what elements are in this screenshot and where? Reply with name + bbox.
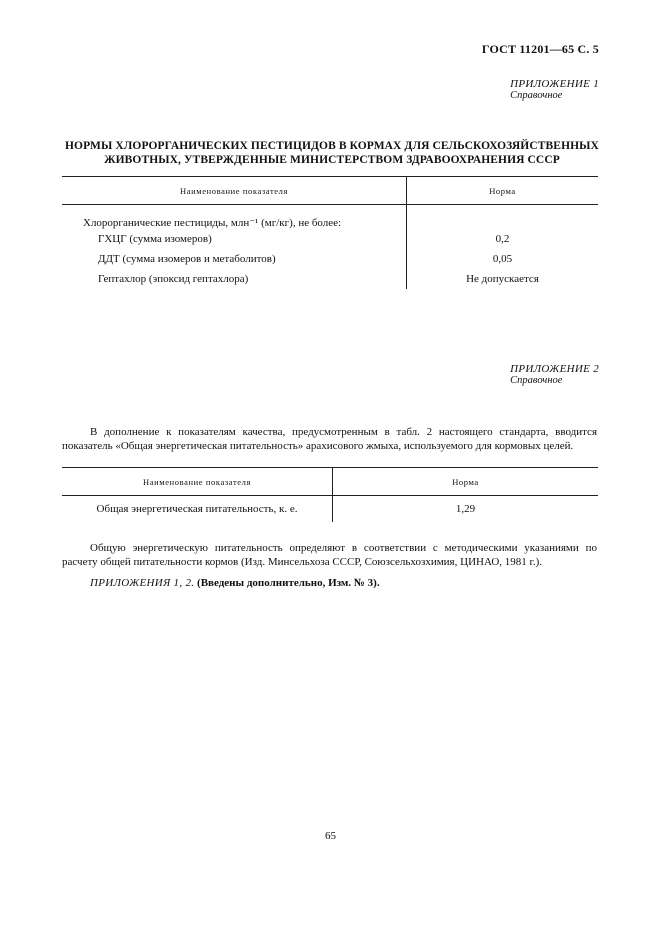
row-value: Не допускается <box>466 273 539 285</box>
appendix-1-label <box>510 78 599 102</box>
column-header-name: Наименование показателя <box>62 177 407 205</box>
row-name: ДДТ (сумма изомеров и метаболитов) <box>62 249 407 269</box>
appendix-1-subtitle: Справочное <box>510 90 563 101</box>
section-title-line-1: НОРМЫ ХЛОРОРГАНИЧЕСКИХ ПЕСТИЦИДОВ В КОРМАХ ДЛЯ СЕЛЬСКОХОЗЯЙСТВЕННЫХ <box>65 140 599 152</box>
section-title-line-2: ЖИВОТНЫХ, УТВЕРЖДЕННЫЕ МИНИСТЕРСТВОМ ЗДРАВООХРАНЕНИЯ СССР <box>104 154 560 166</box>
table-row <box>62 205 598 230</box>
note-appendix-ref: ПРИЛОЖЕНИЯ 1, 2. <box>90 577 195 589</box>
amendment-note <box>90 577 380 589</box>
paragraph-addition <box>62 425 597 453</box>
appendix-1-title: ПРИЛОЖЕНИЕ 1 <box>510 78 599 90</box>
column-header-norm: Норма <box>333 468 599 496</box>
page-number: 65 <box>325 830 336 842</box>
pesticide-norms-table <box>62 176 598 289</box>
table-row <box>62 269 598 289</box>
row-value: 0,05 <box>492 253 513 265</box>
paragraph-method <box>62 541 597 569</box>
paragraph-method-text: Общую энергетическую питательность определяют в соответствии с методическими указаниями по расчету общей питательности кормов (Изд. Минсельхоза СССР, Союзсельхозхимия, ЦИНАО, 1981 г.). <box>62 542 597 568</box>
row-name: Общая энергетическая питательность, к. е. <box>62 496 333 523</box>
appendix-2-subtitle: Справочное <box>510 375 563 386</box>
table-row <box>62 229 598 249</box>
energy-norm-table <box>62 467 598 522</box>
paragraph-addition-text: В дополнение к показателям качества, предусмотренным в табл. 2 настоящего стандарта, вводится показатель «Общая энергетическая питательность» арахисового жмыха, используемого для кормовых целей. <box>62 426 597 452</box>
table-header-row <box>62 468 598 496</box>
table-header-row <box>62 177 598 205</box>
column-header-name: Наименование показателя <box>62 468 333 496</box>
document-header: ГОСТ 11201—65 С. 5 <box>481 42 599 56</box>
table-row <box>62 249 598 269</box>
section-title <box>62 139 602 167</box>
row-value: 1,29 <box>455 503 476 515</box>
group-label: Хлорорганические пестициды, млн⁻¹ (мг/кг), не более: <box>62 205 407 230</box>
appendix-2-label <box>510 363 599 387</box>
row-value: 0,2 <box>495 233 510 245</box>
row-name: Гептахлор (эпоксид гептахлора) <box>62 269 407 289</box>
table-row <box>62 496 598 523</box>
row-name: ГХЦГ (сумма изомеров) <box>62 229 407 249</box>
note-amendment: (Введены дополнительно, Изм. № 3). <box>197 577 380 589</box>
appendix-2-title: ПРИЛОЖЕНИЕ 2 <box>510 363 599 375</box>
column-header-norm: Норма <box>407 177 599 205</box>
